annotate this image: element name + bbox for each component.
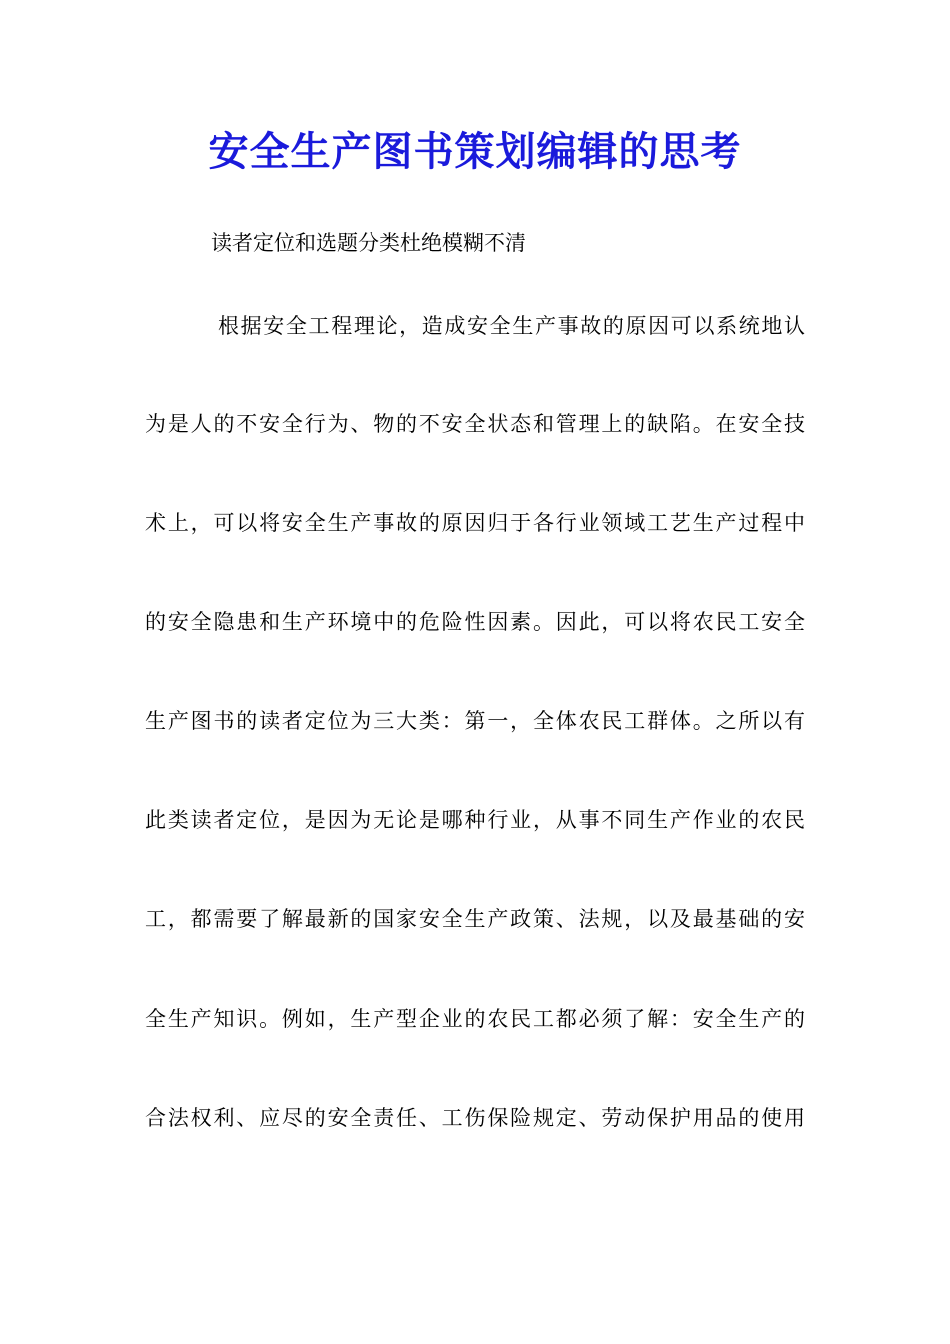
body-line: 此类读者定位，是因为无论是哪种行业，从事不同生产作业的农民 bbox=[145, 808, 805, 832]
body-line: 术上，可以将安全生产事故的原因归于各行业领域工艺生产过程中 bbox=[145, 511, 805, 535]
section-heading: 读者定位和选题分类杜绝模糊不清 bbox=[211, 231, 526, 255]
body-line: 合法权利、应尽的安全责任、工伤保险规定、劳动保护用品的使用 bbox=[145, 1106, 805, 1130]
body-line: 全生产知识。例如，生产型企业的农民工都必须了解：安全生产的 bbox=[145, 1007, 805, 1031]
body-line: 的安全隐患和生产环境中的危险性因素。因此，可以将农民工安全 bbox=[145, 610, 805, 634]
body-line: 生产图书的读者定位为三大类：第一，全体农民工群体。之所以有 bbox=[145, 709, 805, 733]
document-title: 安全生产图书策划编辑的思考 bbox=[208, 128, 742, 175]
body-line: 为是人的不安全行为、物的不安全状态和管理上的缺陷。在安全技 bbox=[145, 412, 805, 436]
body-line: 根据安全工程理论，造成安全生产事故的原因可以系统地认 bbox=[218, 314, 805, 338]
body-line: 工，都需要了解最新的国家安全生产政策、法规，以及最基础的安 bbox=[145, 907, 805, 931]
